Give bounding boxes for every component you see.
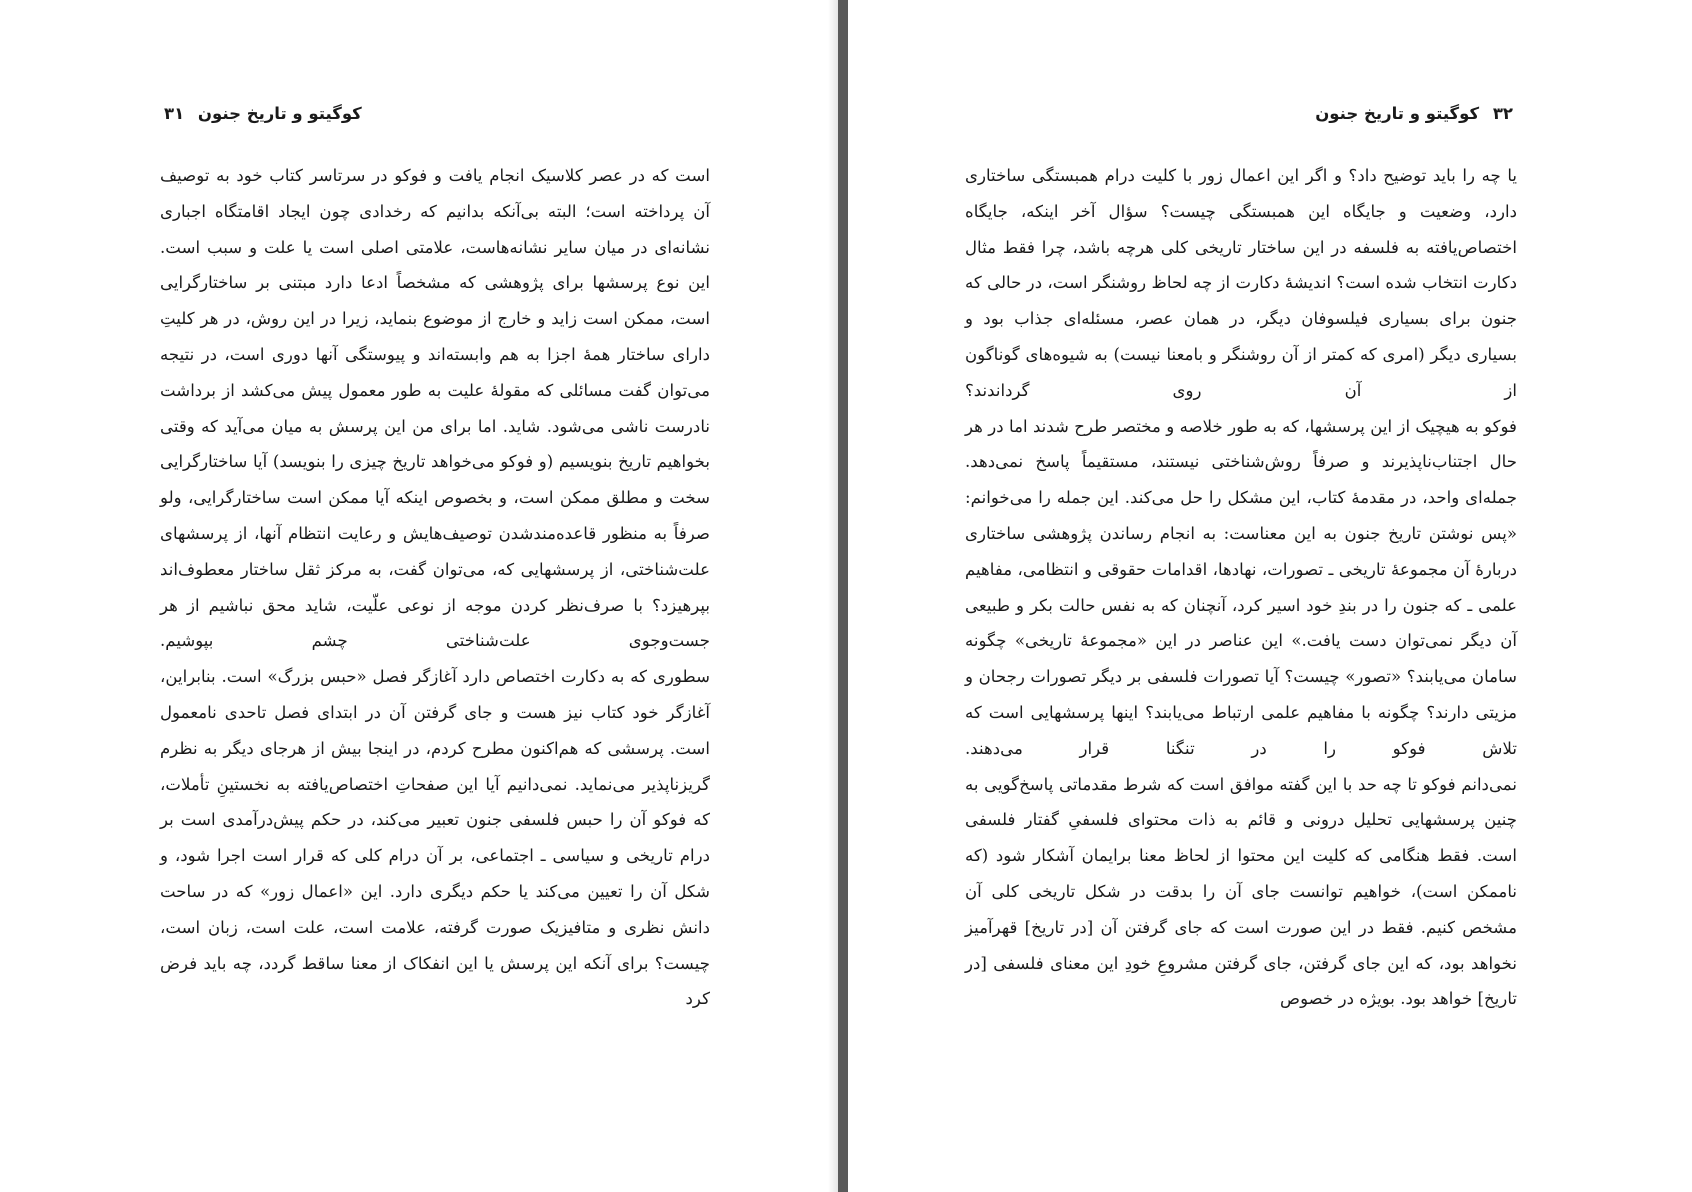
right-paragraph-1: یا چه را باید توضیح داد؟ و اگر این اعمال زور با کلیت درام همبستگی ساختاری دارد، وضعیت و جایگاه این همبستگی چیست؟ سؤال آخر اینکه، جایگاه اختصاص‌یافته به فلسفه در این ساختار تاریخی کلی هرچه باشد، چرا فقط مثال دکارت انتخاب شده است؟ اندیشهٔ دکارت از چه لحاظ روشنگر است، در حالی که جنون برای بسیاری فیلسوفان دیگر، در همان عصر، مسئله‌ای جذاب بود و بسیاری دیگر (امری که کمتر از آن روشنگر و بامعنا نیست) به شیوه‌های گوناگون از آن روی گرداندند؟ (965, 166, 1517, 400)
right-body-text (965, 158, 1517, 1017)
left-page-number: ۳۱ (164, 104, 185, 123)
left-page (160, 0, 710, 1192)
book-gutter (838, 0, 848, 1192)
left-paragraph-1: است که در عصر کلاسیک انجام یافت و فوکو در سرتاسر کتاب خود به توصیف آن پرداخته است؛ البته بی‌آنکه بدانیم که رخدادی چون ایجاد اقامتگاه اجباری نشانه‌ای در میان سایر نشانه‌هاست، علامتی اصلی است یا علت و سبب است. این نوع پرسشها برای پژوهشی که مشخصاً ادعا دارد مبتنی بر ساختارگرایی است، ممکن است زاید و خارج از موضوع بنماید، زیرا در این روش، در هر کلیتِ دارای ساختار همهٔ اجزا به هم وابسته‌اند و پیوستگی آنها دوری است، در نتیجه می‌توان گفت مسائلی که مقولهٔ علیت به طور معمول پیش می‌کشد از برداشت نادرست ناشی می‌شود. شاید. اما برای من این پرسش به میان می‌آید که وقتی بخواهیم تاریخ بنویسیم (و فوکو می‌خواهد تاریخ چیزی را بنویسد) آیا ساختارگرایی سخت و مطلق ممکن است، و بخصوص اینکه آیا ممکن است ساختارگرایی، ولو صرفاً به منظور قاعده‌مندشدن توصیف‌هایش و رعایت انتظام آنها، از پرسشهای علت‌شناختی، از پرسشهایی که، می‌توان گفت، به مرکز ثقل ساختار معطوف‌اند بپرهیزد؟ با صرف‌نظر کردن موجه از نوعی علّیت، شاید محق نباشیم از هر جست‌وجوی علت‌شناختی چشم بپوشیم. (160, 166, 710, 651)
left-running-head (160, 104, 366, 123)
left-paragraph-2: سطوری که به دکارت اختصاص دارد آغازگر فصل «حبس بزرگ» است. بنابراین، آغازگر خود کتاب نیز هست و جای گرفتن آن در ابتدای فصل تاحدی نامعمول است. پرسشی که هم‌اکنون مطرح کردم، در اینجا بیش از هرجای دیگر به نظرم گریزناپذیر می‌نماید. نمی‌دانیم آیا این صفحاتِ اختصاص‌یافته به نخستینِ تأملات، که فوکو آن را حبس فلسفی جنون تعبیر می‌کند، در حکم پیش‌درآمدی است بر درام تاریخی و سیاسی ـ اجتماعی، بر آن درام کلی که قرار است اجرا شود، و شکل آن را تعیین می‌کند یا حکم دیگری دارد. این «اعمال زور» که در ساحت دانش نظری و متافیزیک صورت گرفته، علامت است، علت است، زبان است، چیست؟ برای آنکه این پرسش یا این انفکاک از معنا ساقط گردد، چه باید فرض کرد (160, 667, 710, 1009)
left-running-head-title: کوگیتو و تاریخ جنون (197, 104, 362, 123)
right-paragraph-3: نمی‌دانم فوکو تا چه حد با این گفته موافق است که شرط مقدماتی پاسخ‌گویی به چنین پرسشهایی تحلیل درونی و قائم به ذات محتوای فلسفیِ گفتار فلسفی است. فقط هنگامی که کلیت این محتوا از لحاظ معنا برایمان آشکار شود (که ناممکن است)، خواهیم توانست جای آن را بدقت در شکل تاریخی کلی آن مشخص کنیم. فقط در این صورت است که جای گرفتن آن [در تاریخ] قهرآمیز نخواهد بود، که این جای گرفتن، جای گرفتن مشروعِ خودِ این معنای فلسفی [در تاریخ] خواهد بود. بویژه در خصوص (965, 774, 1517, 1009)
right-page (965, 0, 1517, 1192)
right-page-number: ۳۲ (1492, 104, 1513, 123)
gutter-shadow (828, 0, 838, 1192)
right-running-head (1311, 104, 1517, 123)
right-paragraph-2: فوکو به هیچیک از این پرسشها، که به طور خلاصه و مختصر طرح شدند اما در هر حال اجتناب‌ناپذیرند و صرفاً روش‌شناختی نیستند، مستقیماً پاسخ نمی‌دهد. جمله‌ای واحد، در مقدمهٔ کتاب، این مشکل را حل می‌کند. این جمله را می‌خوانم: «پس نوشتن تاریخ جنون به این معناست: به انجام رساندن پژوهشی ساختاری دربارهٔ آن مجموعهٔ تاریخی ـ تصورات، نهادها، اقدامات حقوقی و انتظامی، مفاهیم علمی ـ که جنون را در بندِ خود اسیر کرد، آنچنان که به نفس حالت بکر و طبیعی آن دیگر نمی‌توان دست یافت.» این عناصر در این «مجموعهٔ تاریخی» چگونه سامان می‌یابند؟ «تصور» چیست؟ آیا تصورات فلسفی بر دیگر تصورات رجحان و مزیتی دارند؟ چگونه با مفاهیم علمی ارتباط می‌یابند؟ اینها پرسشهایی است که تلاش فوکو را در تنگنا قرار می‌دهند. (965, 416, 1517, 758)
right-running-head-title: کوگیتو و تاریخ جنون (1315, 104, 1480, 123)
left-body-text (160, 158, 710, 1017)
